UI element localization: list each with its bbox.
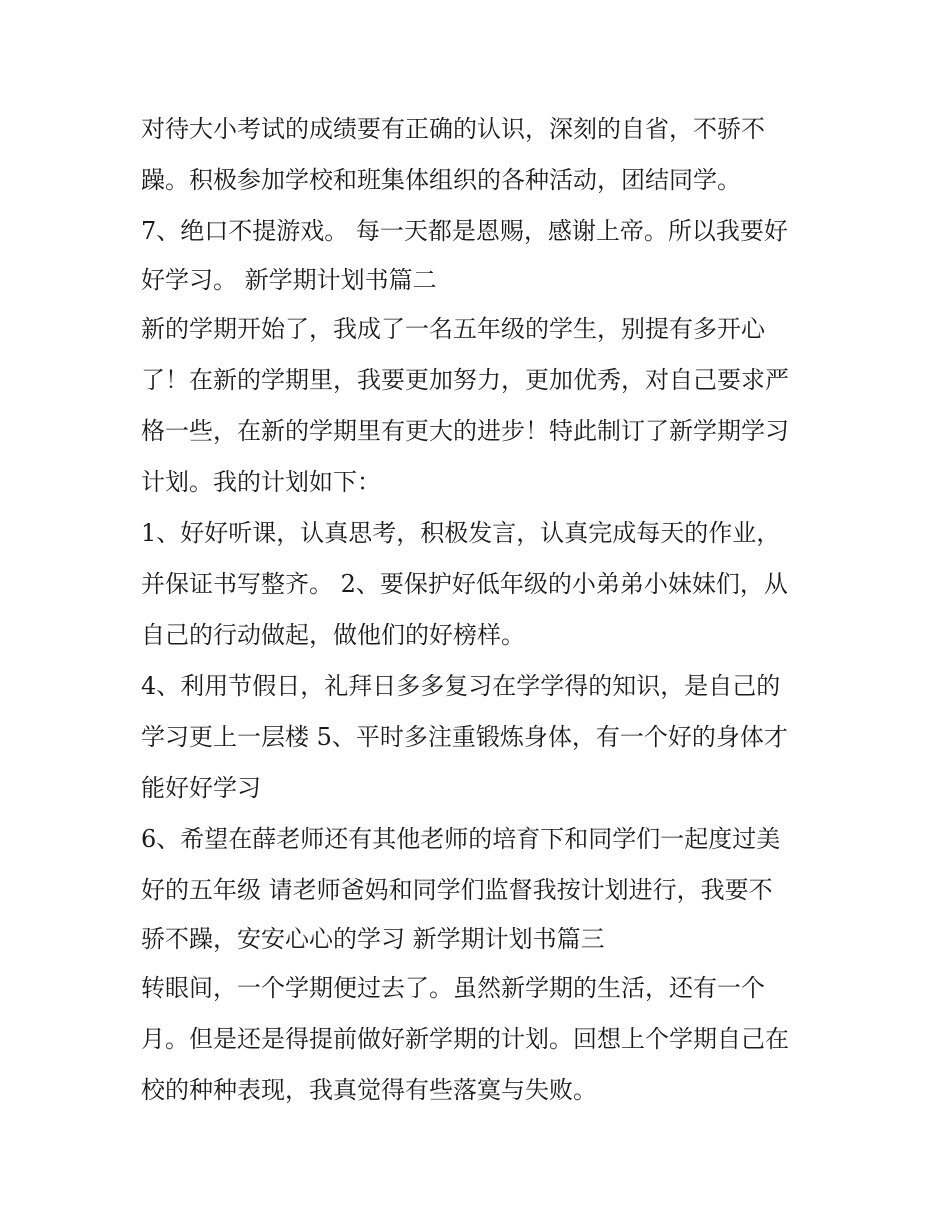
- text-line: 7、绝口不提游戏。 每一天都是恩赐，感谢上帝。所以我要好: [141, 217, 788, 245]
- text-line: 骄不躁，安安心心的学习 新学期计划书篇三: [141, 925, 605, 953]
- text-line: 新的学期开始了，我成了一名五年级的学生，别提有多开心: [141, 315, 765, 343]
- text-line: 学习更上一层楼 5、平时多注重锻炼身体，有一个好的身体才: [141, 723, 788, 751]
- text-line: 4、利用节假日，礼拜日多多复习在学学得的知识，是自己的: [141, 672, 781, 700]
- text-line: 能好好学习: [141, 774, 261, 802]
- document-body: [141, 104, 821, 1116]
- text-line: 自己的行动做起，做他们的好榜样。: [141, 621, 525, 649]
- text-line: 了！在新的学期里，我要更加努力，更加优秀，对自己要求严: [141, 366, 789, 394]
- text-line: 1、好好听课，认真思考，积极发言，认真完成每天的作业，: [141, 519, 781, 547]
- text-line: 月。但是还是得提前做好新学期的计划。回想上个学期自己在: [141, 1025, 789, 1053]
- text-line: 对待大小考试的成绩要有正确的认识，深刻的自省，不骄不: [141, 115, 765, 143]
- text-line: 计划。我的计划如下：: [141, 468, 381, 496]
- text-line: 好的五年级 请老师爸妈和同学们监督我按计划进行，我要不: [141, 876, 773, 904]
- text-line: 好学习。 新学期计划书篇二: [141, 266, 437, 294]
- text-line: 躁。积极参加学校和班集体组织的各种活动，团结同学。: [141, 166, 741, 194]
- text-line: 转眼间，一个学期便过去了。虽然新学期的生活，还有一个: [141, 974, 765, 1002]
- text-line: 校的种种表现，我真觉得有些落寞与失败。: [141, 1076, 597, 1104]
- text-line: 并保证书写整齐。 2、要保护好低年级的小弟弟小妹妹们，从: [141, 570, 788, 598]
- text-line: 格一些，在新的学期里有更大的进步！特此制订了新学期学习: [141, 417, 789, 445]
- text-line: 6、希望在薛老师还有其他老师的培育下和同学们一起度过美: [141, 825, 781, 853]
